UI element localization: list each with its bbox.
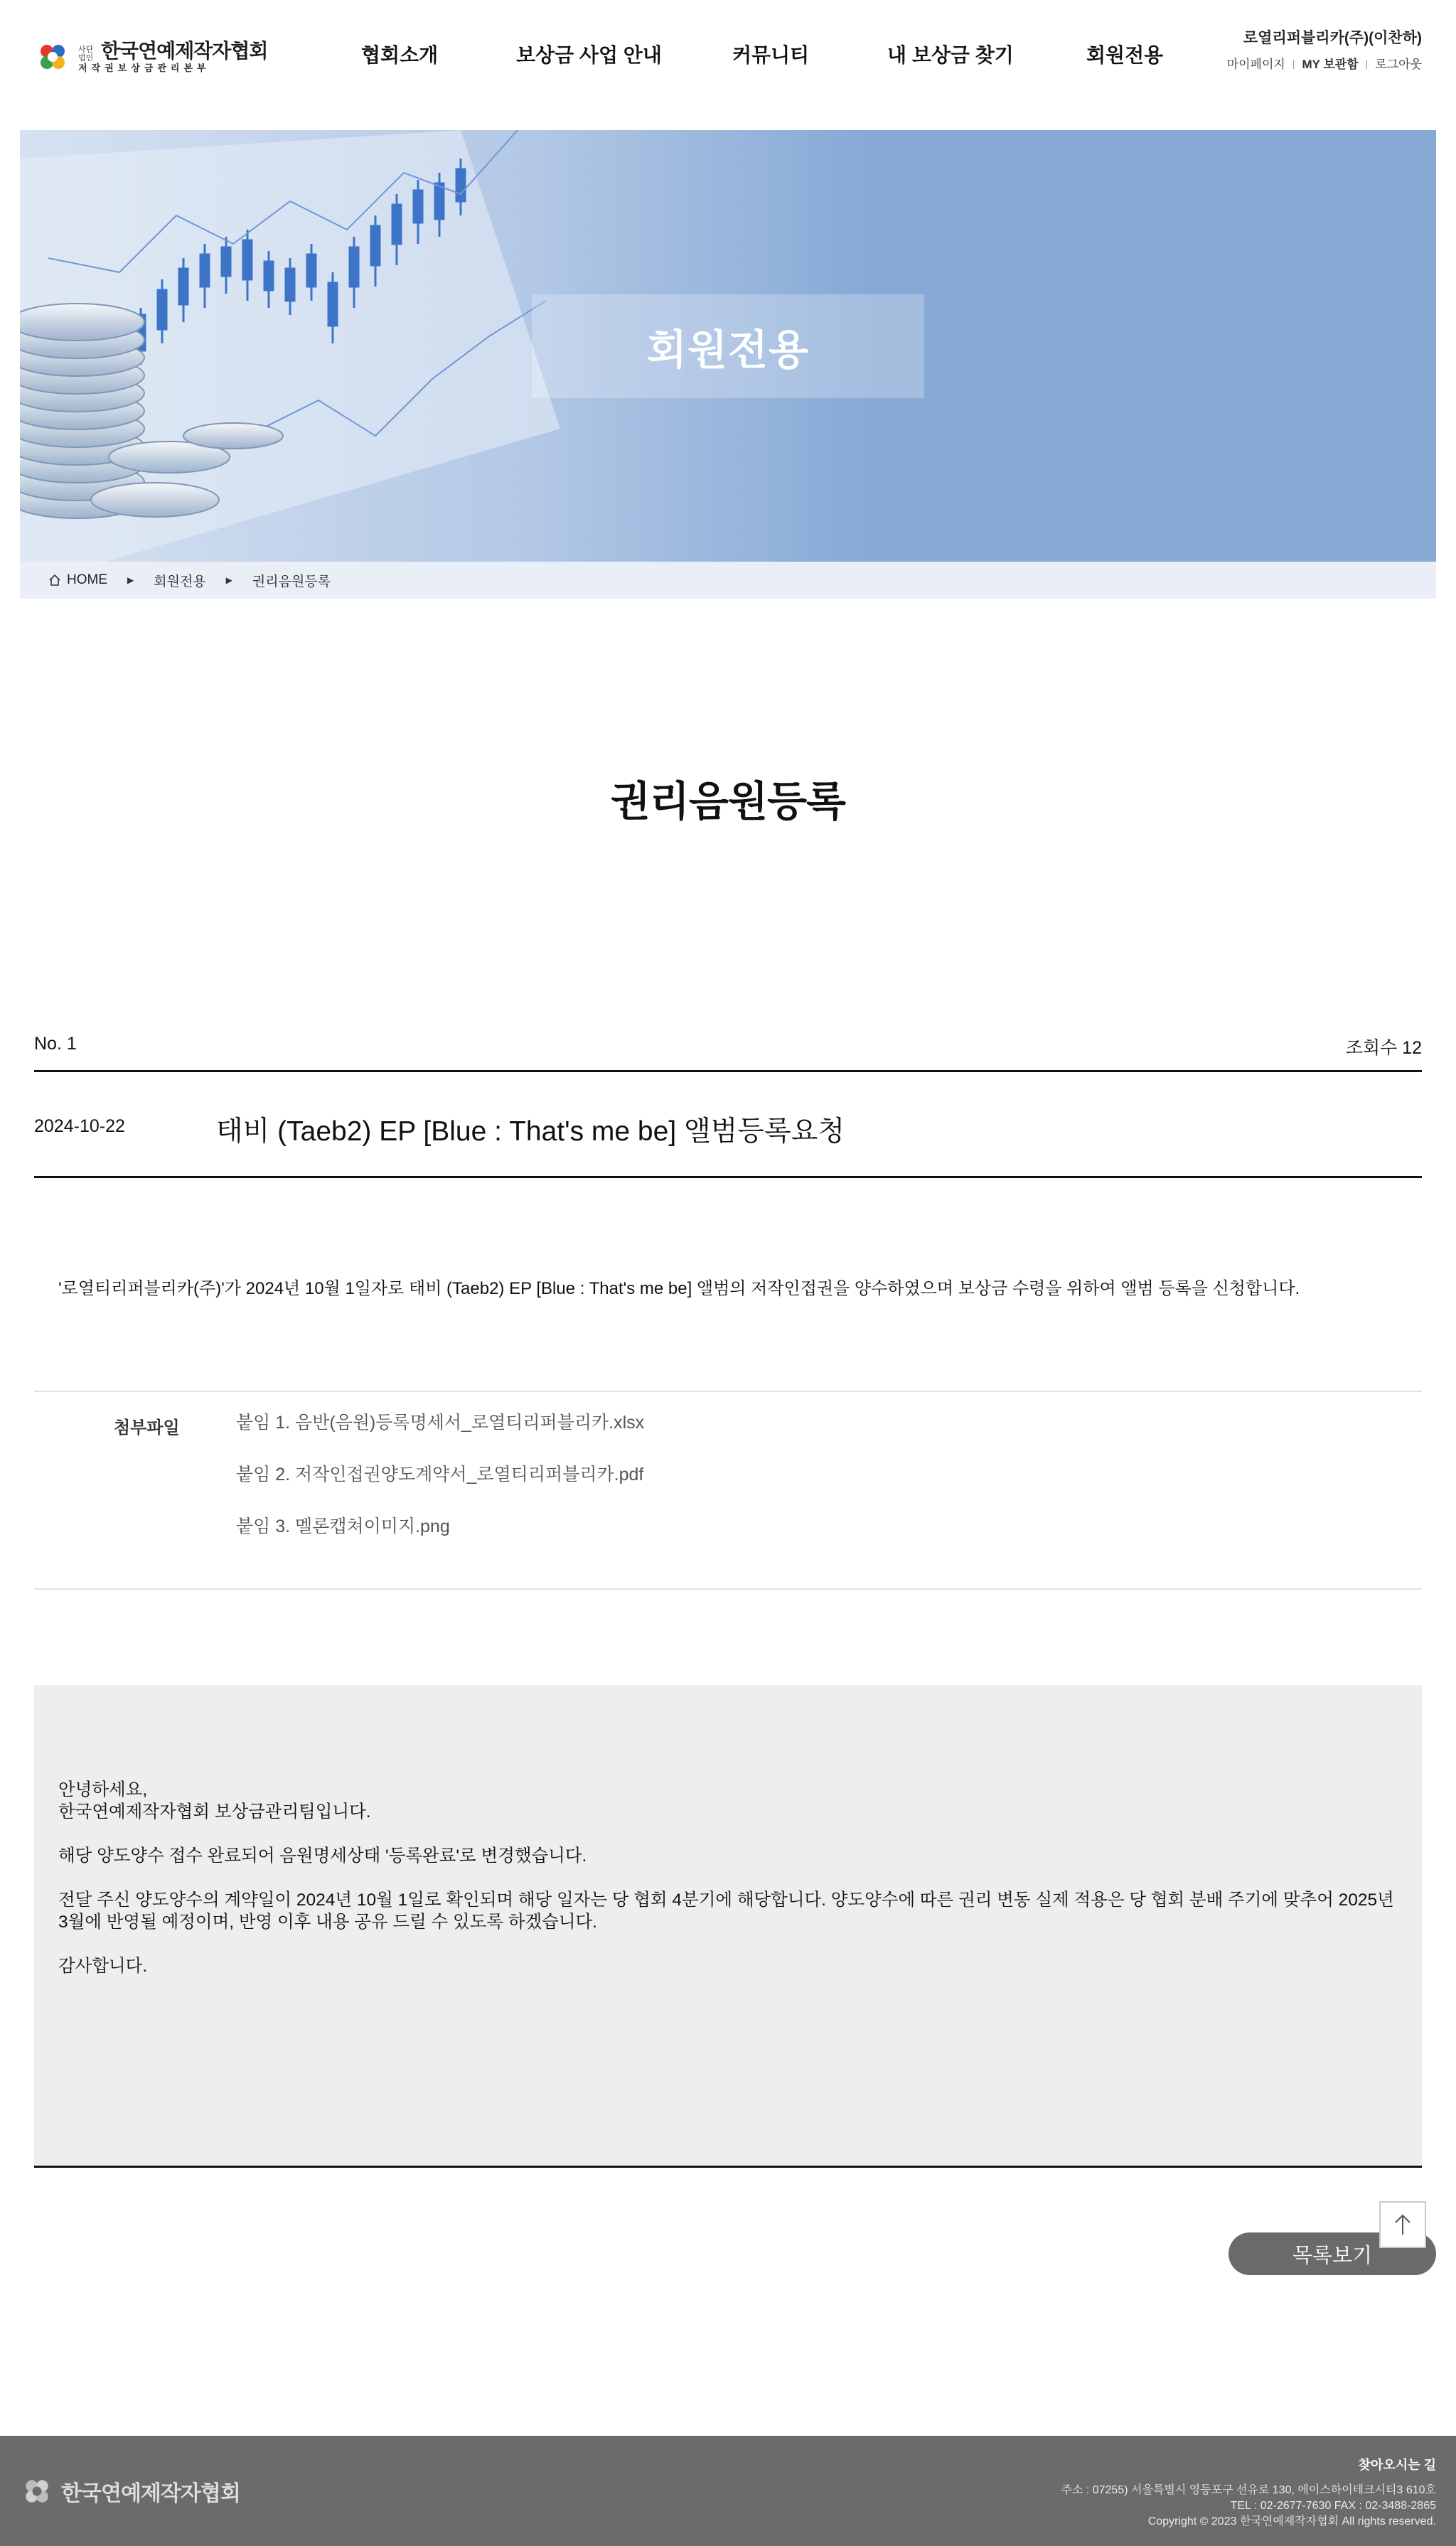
nav-item-find-compensation[interactable]: 내 보상금 찾기 [887, 44, 1014, 66]
breadcrumb [20, 562, 1436, 599]
reply-line: 안녕하세요, [58, 1780, 148, 1799]
nav-item-community[interactable]: 커뮤니티 [732, 44, 810, 66]
divider [34, 2166, 1422, 2168]
attachments-label: 첨부파일 [114, 1418, 180, 1438]
banner-title: 회원전용 [646, 327, 810, 373]
site-header [0, 0, 1456, 114]
chevron-right-icon: ▶ [127, 575, 134, 585]
divider [34, 1070, 1422, 1072]
attachment-link[interactable]: 붙임 2. 저작인접권양도계약서_로열티리퍼블리카.pdf [236, 1465, 644, 1485]
post-body: '로열티리퍼블리카(주)'가 2024년 10월 1일자로 태비 (Taeb2) EP [Blue : That's me be] 앨범의 저작인접권을 양수하였으며 보상금 수령을 위하여 앨범 등록을 신청합니다. [58, 1279, 1300, 1298]
logout-link[interactable]: 로그아웃 [1375, 58, 1422, 71]
mypage-link[interactable]: 마이페이지 [1226, 58, 1285, 71]
reply-line: 한국연예제작자협회 보상금관리팀입니다. [58, 1802, 371, 1822]
page-title: 권리음원등록 [610, 779, 846, 825]
logo-title: 한국연예제작자협회 [101, 40, 268, 62]
arrow-up-icon [1390, 2212, 1415, 2237]
breadcrumb-home-label: HOME [67, 572, 107, 587]
reply-spacer [58, 1823, 1398, 1845]
reply-spacer [58, 1867, 1398, 1889]
post-date: 2024-10-22 [34, 1116, 125, 1136]
divider [34, 1391, 1422, 1392]
logo-small-text: 사단법인 [78, 46, 94, 63]
back-to-list-button[interactable]: 목록보기 [1228, 2232, 1436, 2275]
post-meta-row [34, 1034, 1422, 1062]
view-count: 조회수 12 [1345, 1038, 1422, 1058]
footer-contact: TEL : 02-2677-7630 FAX : 02-3488-2865 [1230, 2500, 1436, 2512]
separator: | [1292, 57, 1295, 69]
breadcrumb-item-registration[interactable]: 권리음원등록 [252, 574, 331, 589]
chevron-right-icon: ▶ [225, 575, 232, 585]
attachment-link[interactable]: 붙임 3. 멜론캡쳐이미지.png [236, 1517, 450, 1536]
footer-logo-icon [20, 2474, 54, 2508]
reply-spacer [58, 1933, 1398, 1955]
footer-logo-text: 한국연예제작자협회 [61, 2482, 240, 2505]
footer-logo [20, 2474, 240, 2508]
divider [34, 1588, 1422, 1590]
separator: | [1365, 57, 1369, 69]
my-storage-link[interactable]: MY 보관함 [1302, 58, 1359, 71]
footer-copyright: Copyright © 2023 한국연예제작자협회 All rights reserved. [1147, 2515, 1436, 2528]
scroll-to-top-button[interactable] [1379, 2201, 1426, 2248]
post-title: 태비 (Taeb2) EP [Blue : That's me be] 앨범등록요청 [216, 1116, 845, 1147]
reply-line: 감사합니다. [58, 1957, 148, 1976]
nav-item-members[interactable]: 회원전용 [1086, 44, 1164, 66]
attachment-link[interactable]: 붙임 1. 음반(음원)등록명세서_로열티리퍼블리카.xlsx [236, 1413, 645, 1433]
breadcrumb-item-members[interactable]: 회원전용 [154, 574, 206, 589]
attachment-list [236, 1412, 644, 1568]
directions-link[interactable]: 찾아오시는 길 [1358, 2458, 1436, 2472]
home-icon [48, 574, 61, 587]
hero-banner [20, 130, 1436, 562]
reply-line: 해당 양도양수 접수 완료되어 음원명세상태 '등록완료'로 변경했습니다. [58, 1846, 587, 1866]
footer-address: 주소 : 07255) 서울특별시 영등포구 선유로 130, 에이스하이테크시티3 610호 [1061, 2484, 1436, 2496]
site-footer [0, 2436, 1456, 2546]
logo-subtitle: 저작권보상금관리본부 [78, 63, 210, 73]
reply-line: 전달 주신 양도양수의 계약일이 2024년 10월 1일로 확인되며 해당 일자는 당 협회 4분기에 해당합니다. 양도양수에 따른 권리 변동 실제 적용은 당 협회 분배 주기에 맞추어 2025년 3월에 반영될 예정이며, 반영 이후 내용 공유 드릴 수 있도록 하겠습니다. [58, 1890, 1394, 1932]
admin-reply [34, 1685, 1422, 2166]
nav-item-compensation-info[interactable]: 보상금 사업 안내 [516, 44, 662, 66]
user-box [1227, 28, 1422, 72]
footer-info [1061, 2457, 1436, 2530]
nav-item-about[interactable]: 협회소개 [361, 44, 439, 66]
user-links [1227, 54, 1422, 72]
post-number: No. 1 [34, 1034, 77, 1054]
divider [34, 1176, 1422, 1178]
banner-title-box [532, 294, 924, 398]
user-name: 로열리퍼블리카(주)(이찬하) [1243, 30, 1422, 46]
breadcrumb-home[interactable] [48, 572, 107, 588]
